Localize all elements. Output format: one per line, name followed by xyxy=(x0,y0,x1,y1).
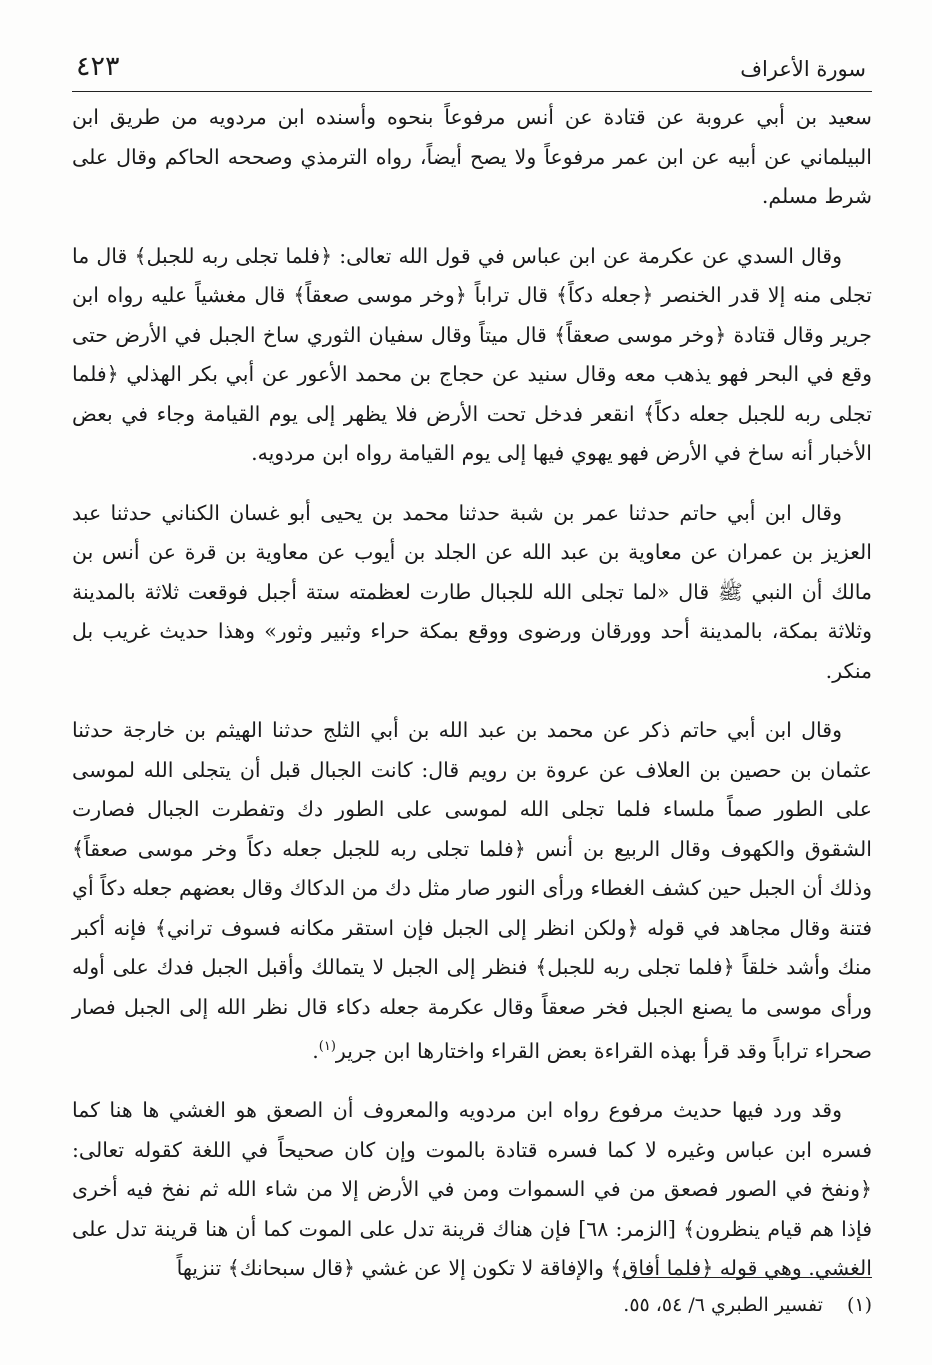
footnote-divider xyxy=(622,1277,872,1278)
paragraph-2: وقال السدي عن عكرمة عن ابن عباس في قول الله تعالى: ﴿فلما تجلى ربه للجبل﴾ قال ما تجلى منه إلا قدر الخنصر ﴿جعله دكاً﴾ قال تراباً ﴿وخر موسى صعقاً﴾ قال مغشياً عليه رواه ابن جرير وقال قتادة ﴿وخر موسى صعقاً﴾ قال ميتاً وقال سفيان الثوري ساخ الجبل في الأرض حتى وقع في البحر فهو يذهب معه وقال سنيد عن حجاج بن محمد الأعور عن أبي بكر الهذلي ﴿فلما تجلى ربه للجبل جعله دكاً﴾ انقعر فدخل تحت الأرض فلا يظهر إلى يوم القيامة وجاء في بعض الأخبار أنه ساخ في الأرض فهو يهوي فيها إلى يوم القيامة رواه ابن مردويه. xyxy=(72,243,872,465)
footnote-reference[interactable]: (١) xyxy=(318,1039,336,1054)
footnote xyxy=(72,1290,872,1320)
paragraph-4-text: وقال ابن أبي حاتم ذكر عن محمد بن عبد الله بن أبي الثلج حدثنا الهيثم بن خارجة حدثنا عثمان بن حصين بن العلاف عن عروة بن رويم قال: كانت الجبال قبل أن يتجلى الله لموسى على الطور صماً ملساء فلما تجلى الله لموسى على الطور دك وتفطرت الجبال فصارت الشقوق والكهوف وقال الربيع بن أنس ﴿فلما تجلى ربه للجبل جعله دكاً وخر موسى صعقاً﴾ وذلك أن الجبل حين كشف الغطاء ورأى النور صار مثل دك من الدكاك وقال بعضهم جعله دكاً أي فتنة وقال مجاهد في قوله ﴿ولكن انظر إلى الجبل فإن استقر مكانه فسوف تراني﴾ فإنه أكبر منك وأشد خلقاً ﴿فلما تجلى ربه للجبل﴾ فنظر إلى الجبل لا يتمالك وأقبل الجبل فدك على أوله ورأى موسى ما يصنع الجبل فخر صعقاً وقال عكرمة جعله دكاء قال نظر الله إلى الجبل فصار صحراء تراباً وقد قرأ بهذه القراءة بعض القراء واختارها ابن جرير xyxy=(72,718,872,1063)
footnote-marker: (١) xyxy=(846,1294,872,1316)
paragraph-4: وقال ابن أبي حاتم ذكر عن محمد بن عبد الله بن أبي الثلج حدثنا الهيثم بن خارجة حدثنا عثمان بن حصين بن العلاف عن عروة بن رويم قال: كانت الجبال قبل أن يتجلى الله لموسى على الطور صماً ملساء فلما تجلى الله لموسى على الطور دك وتفطرت الجبال فصارت الشقوق والكهوف وقال الربيع بن أنس ﴿فلما تجلى ربه للجبل جعله دكاً وخر موسى صعقاً﴾ وذلك أن الجبل حين كشف الغطاء ورأى النور صار مثل دك من الدكاك وقال بعضهم جعله دكاً أي فتنة وقال مجاهد في قوله ﴿ولكن انظر إلى الجبل فإن استقر مكانه فسوف تراني﴾ فإنه أكبر منك وأشد خلقاً ﴿فلما تجلى ربه للجبل﴾ فنظر إلى الجبل لا يتمالك وأقبل الجبل فدك على أوله ورأى موسى ما يصنع الجبل فخر صعقاً وقال عكرمة جعله دكاء قال نظر الله إلى الجبل فصار صحراء تراباً وقد قرأ بهذه القراءة بعض القراء واختارها ابن جرير$^{(١)}$. xyxy=(72,718,872,1063)
page-header xyxy=(72,52,872,86)
paragraph-3: وقال ابن أبي حاتم حدثنا عمر بن شبة حدثنا محمد بن يحيى أبو غسان الكناني حدثنا عبد العزيز بن عمران عن معاوية بن عبد الله عن الجلد بن أيوب عن معاوية بن قرة عن أنس بن مالك أن النبي ﷺ قال «لما تجلى الله للجبال طارت لعظمته ستة أجبل فوقعت ثلاثة بالمدينة وثلاثة بمكة، بالمدينة أحد وورقان ورضوى ووقع بمكة حراء وثبير وثور» وهذا حديث غريب بل منكر. xyxy=(72,500,872,683)
paragraph-1: سعيد بن أبي عروبة عن قتادة عن أنس مرفوعاً بنحوه وأسنده ابن مردويه من طريق ابن البيلماني عن أبيه عن ابن عمر مرفوعاً ولا يصح أيضاً، رواه الترمذي وصححه الحاكم وقال على شرط مسلم. xyxy=(72,105,872,208)
surah-title: سورة الأعراف xyxy=(740,57,866,81)
paragraph-5: وقد ورد فيها حديث مرفوع رواه ابن مردويه والمعروف أن الصعق هو الغشي ها هنا كما فسره ابن عباس وغيره لا كما فسره قتادة بالموت وإن كان صحيحاً في اللغة كقوله تعالى: ﴿ونفخ في الصور فصعق من في السموات ومن في الأرض إلا من شاء الله ثم نفخ فيه أخرى فإذا هم قيام ينظرون﴾ [الزمر: ٦٨] فإن هناك قرينة تدل على الموت كما أن هنا قرينة تدل على الغشي. وهي قوله ﴿فلما أفاق﴾ والإفاقة لا تكون إلا عن غشي ﴿قال سبحانك﴾ تنزيهاً xyxy=(72,1098,873,1281)
page-number: ٤٢٣ xyxy=(76,51,120,82)
footnote-text: تفسير الطبري ٦/ ٥٤، ٥٥. xyxy=(623,1294,823,1316)
header-divider xyxy=(72,91,872,92)
main-text xyxy=(72,98,872,1289)
